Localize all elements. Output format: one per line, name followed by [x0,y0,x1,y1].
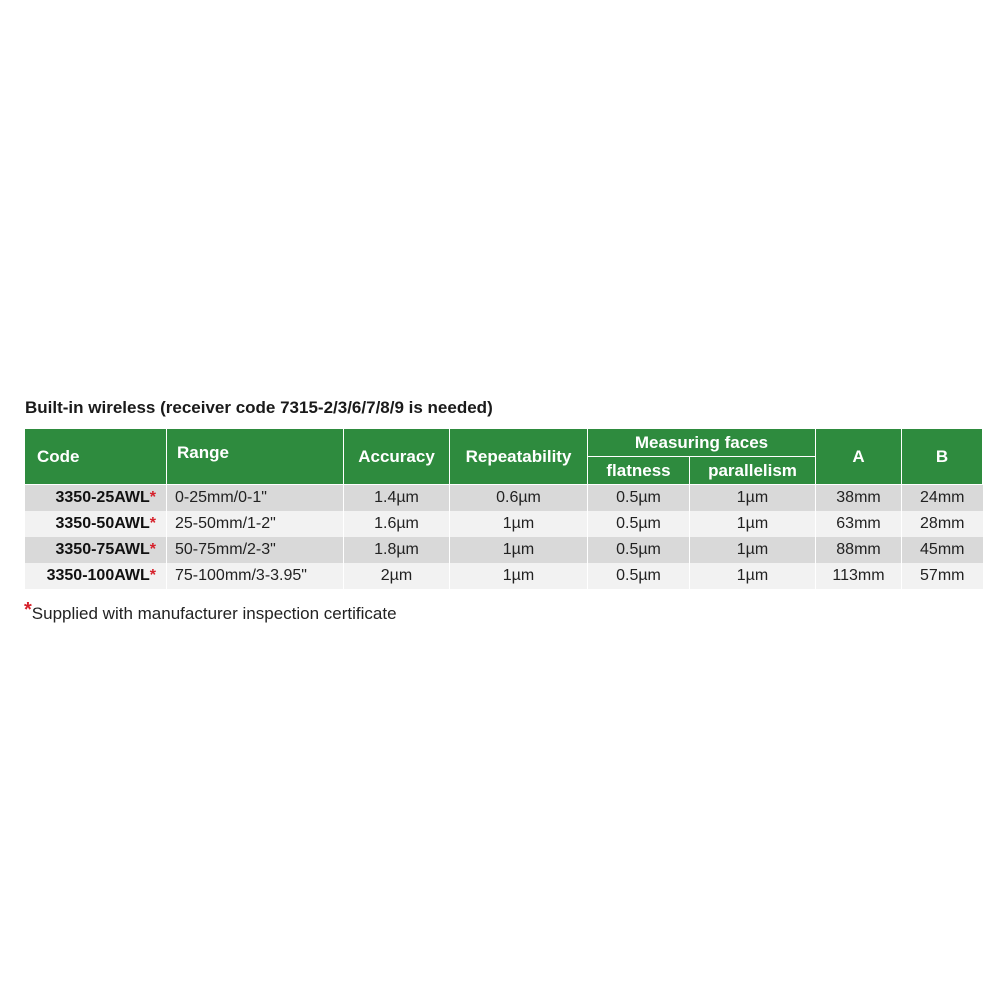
flatness-cell: 0.5µm [588,537,690,563]
repeatability-cell: 1µm [450,511,588,537]
header-measuring-faces: Measuring faces [588,429,816,457]
flatness-cell: 0.5µm [588,485,690,512]
repeatability-cell: 1µm [450,563,588,589]
parallelism-cell: 1µm [690,485,816,512]
header-range: Range [167,429,344,485]
header-repeatability: Repeatability [450,429,588,485]
accuracy-cell: 1.8µm [344,537,450,563]
header-a: A [816,429,902,485]
footnote-text: Supplied with manufacturer inspection certificate [31,604,397,623]
accuracy-cell: 1.4µm [344,485,450,512]
certificate-asterisk: * [149,515,156,532]
table-title: Built-in wireless (receiver code 7315-2/3/6/7/8/9 is needed) [25,398,493,417]
b-cell: 28mm [902,511,983,537]
table-row [25,511,983,537]
table-row [25,485,983,512]
b-cell: 45mm [902,537,983,563]
a-cell: 88mm [816,537,902,563]
spec-table [24,428,983,589]
accuracy-cell: 1.6µm [344,511,450,537]
code-cell [25,485,167,512]
header-parallelism: parallelism [690,457,816,485]
repeatability-cell: 0.6µm [450,485,588,512]
accuracy-cell: 2µm [344,563,450,589]
code-cell [25,537,167,563]
code-value: 3350-50AWL [55,515,150,532]
b-cell: 57mm [902,563,983,589]
b-cell: 24mm [902,485,983,512]
a-cell: 113mm [816,563,902,589]
table-row [25,537,983,563]
a-cell: 63mm [816,511,902,537]
certificate-asterisk: * [149,541,156,558]
range-cell: 75-100mm/3-3.95" [167,563,344,589]
certificate-asterisk: * [149,567,156,584]
range-cell: 50-75mm/2-3" [167,537,344,563]
a-cell: 38mm [816,485,902,512]
code-value: 3350-100AWL [46,567,150,584]
footnote [24,599,397,625]
table-row [25,563,983,589]
parallelism-cell: 1µm [690,537,816,563]
code-cell [25,511,167,537]
flatness-cell: 0.5µm [588,563,690,589]
code-value: 3350-25AWL [55,489,150,506]
header-b: B [902,429,983,485]
flatness-cell: 0.5µm [588,511,690,537]
code-cell [25,563,167,589]
code-value: 3350-75AWL [55,541,150,558]
certificate-asterisk: * [149,489,156,506]
parallelism-cell: 1µm [690,563,816,589]
parallelism-cell: 1µm [690,511,816,537]
header-code: Code [25,429,167,485]
header-accuracy: Accuracy [344,429,450,485]
range-cell: 25-50mm/1-2" [167,511,344,537]
footnote-asterisk: * [24,599,32,621]
range-cell: 0-25mm/0-1" [167,485,344,512]
repeatability-cell: 1µm [450,537,588,563]
header-flatness: flatness [588,457,690,485]
